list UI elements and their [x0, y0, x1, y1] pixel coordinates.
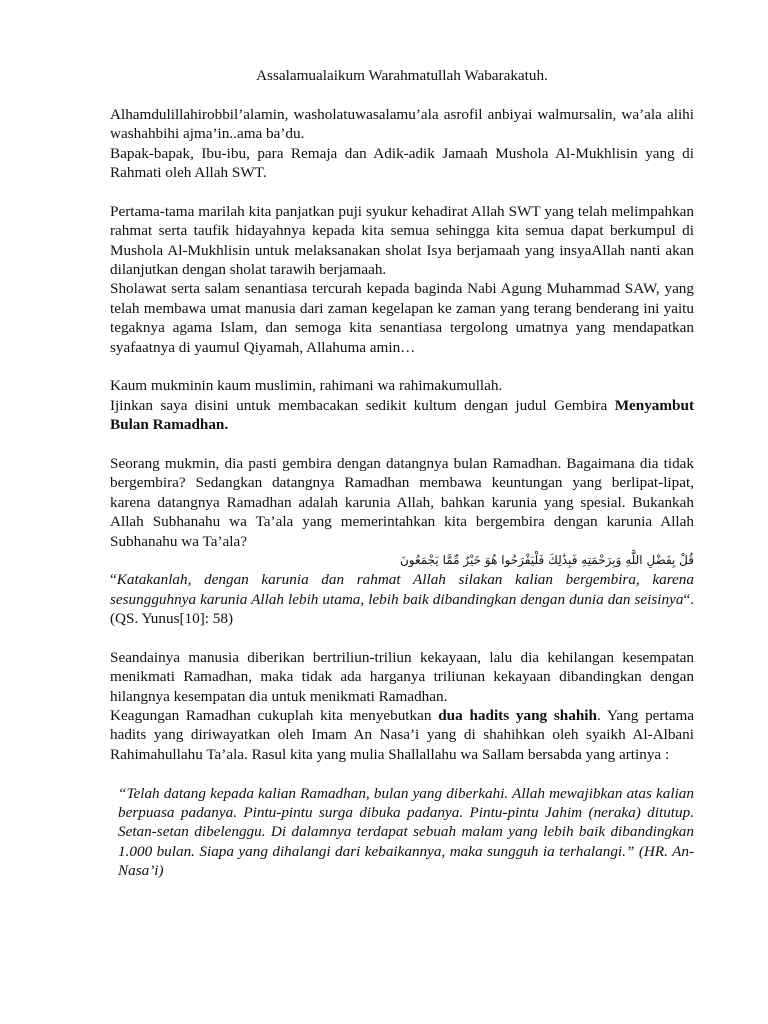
spacer: [110, 764, 694, 783]
gratitude-paragraph: Pertama-tama marilah kita panjatkan puji syukur kehadirat Allah SWT yang telah melimpahkan rahmat serta taufik hidayahnya kepada kita semua sehingga kita semua dapat berkumpul di Mushola Al-Mukhlisin untuk melaksanakan sholat Isya berjamaah yang insyaAllah nanti akan dilanjutkan dengan sholat tarawih berjamaah.: [110, 202, 694, 279]
arabic-verse: قُلْ بِفَضْلِ اللَّهِ وَبِرَحْمَتِهِ فَبِذَٰلِكَ فَلْيَفْرَحُوا هُوَ خَيْرٌ مِّمَّا يَجْمَعُونَ: [399, 553, 694, 568]
sermon-title: Menyambut Bulan Ramadhan.: [110, 396, 694, 434]
intro-paragraph: [110, 396, 694, 435]
greatness-paragraph: [110, 706, 694, 764]
audience-paragraph: Bapak-bapak, Ibu-ibu, para Remaja dan Adik-adik Jamaah Mushola Al-Mukhlisin yang di Rahmati oleh Allah SWT.: [110, 144, 694, 182]
translation-paragraph: [110, 570, 694, 628]
intro-text: Ijinkan saya disini untuk membacakan sedikit kultum dengan judul Gembira: [110, 396, 615, 414]
greatness-bold: dua hadits yang shahih: [438, 706, 597, 724]
wealth-paragraph: Seandainya manusia diberikan bertriliun-triliun kekayaan, lalu dia kehilangan kesempatan menikmati Ramadhan, maka tidak ada harganya triliunan kekayaan dibandingkan dengan hilangnya kesempatan dia untuk menikmati Ramadhan.: [110, 648, 694, 705]
greatness-text-a: Keagungan Ramadhan cukuplah kita menyebutkan: [110, 706, 439, 724]
translation-open-quote: “: [110, 571, 117, 589]
spacer: [110, 435, 694, 454]
greatness-text-b: . Yang pertama hadits yang diriwayatkan oleh Imam An Nasa’i yang di shahihkan oleh syaikh Al-Albani Rahimahullahu Ta’ala. Rasul kita yang mulia Shallallahu wa Sallam bersabda yang artinya :: [110, 706, 694, 763]
document-page: [110, 66, 694, 881]
translation-text: Katakanlah, dengan karunia dan rahmat Allah silakan kalian bergembira, karena sesungguhnya karunia Allah lebih utama, lebih baik dibandingkan dengan dunia dan seisinya: [110, 571, 694, 608]
spacer: [110, 628, 694, 647]
spacer: [110, 85, 694, 104]
spacer: [110, 182, 694, 201]
joy-paragraph: Seorang mukmin, dia pasti gembira dengan datangnya bulan Ramadhan. Bagaimana dia tidak bergembira? Sedangkan datangnya Ramadhan membawa keuntungan yang berlipat-lipat, karena datangnya Ramadhan adalah karunia Allah, bahkan karunia yang spesial. Bukankah Allah Subhanahu wa Ta’ala yang memerintahkan kita bergembira dengan karunia Allah Subhanahu wa Ta’ala?: [110, 455, 694, 550]
greeting: Assalamualaikum Warahmatullah Wabarakatuh.: [256, 67, 548, 84]
hadith-quote: “Telah datang kepada kalian Ramadhan, bulan yang diberkahi. Allah mewajibkan atas kalian berpuasa padanya. Pintu-pintu surga dibuka padanya. Pintu-pintu Jahim (neraka) ditutup. Setan-setan dibelenggu. Di dalamnya terdapat sebuah malam yang lebih baik dibandingkan 1.000 bulan. Siapa yang dihalangi dari kebaikannya, maka sungguh ia terhalangi.” (HR. An-Nasa’i): [118, 784, 694, 880]
translation-reference: “. (QS. Yunus[10]: 58): [110, 590, 694, 627]
salutation-paragraph: Kaum mukminin kaum muslimin, rahimani wa rahimakumullah.: [110, 377, 503, 395]
spacer: [110, 357, 694, 376]
opening-paragraph: Alhamdulillahirobbil’alamin, washolatuwasalamu’ala asrofil anbiyai walmursalin, wa’ala alihi washahbihi ajma’in..ama ba’du.: [110, 105, 694, 143]
sholawat-paragraph: Sholawat serta salam senantiasa tercurah kepada baginda Nabi Agung Muhammad SAW, yang telah membawa umat manusia dari zaman kegelapan ke zaman yang terang benderang ini yaitu tegaknya agama Islam, dan semoga kita senantiasa tergolong umatnya yang mendapatkan syafaatnya di yaumul Qiyamah, Allahuma amin…: [110, 280, 694, 356]
